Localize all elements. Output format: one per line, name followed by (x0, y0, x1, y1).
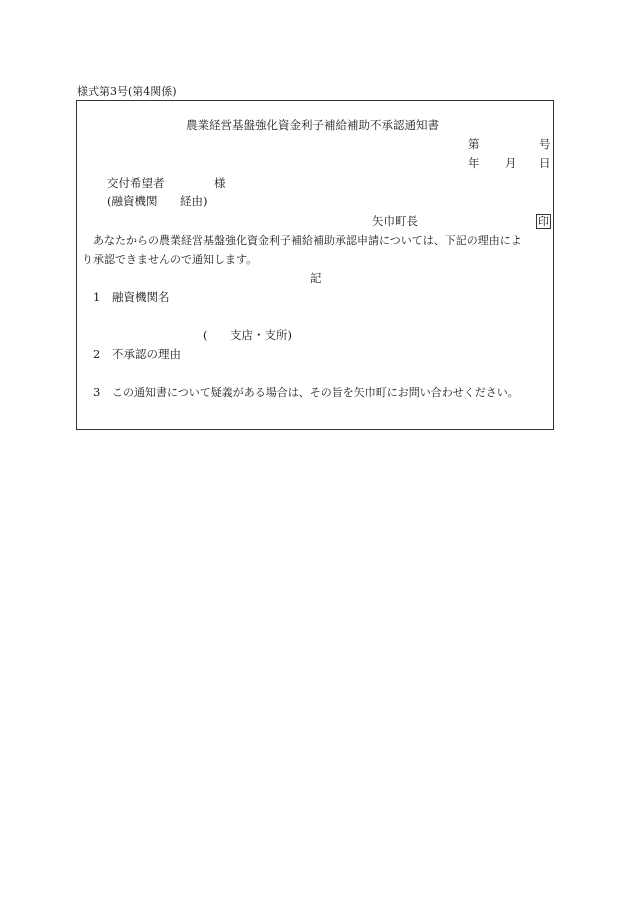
issuer-name: 矢巾町長 (372, 214, 418, 228)
item-2-label: 不承認の理由 (112, 347, 181, 361)
date-year: 年 (468, 156, 480, 170)
document-number-prefix: 第 (468, 137, 480, 151)
branch-open-paren: ( (203, 328, 208, 342)
seal-box: 印 (538, 215, 549, 228)
document-number-suffix: 号 (539, 137, 551, 151)
financial-institution-via-close: 経由) (180, 194, 208, 208)
document-title: 農業経営基盤強化資金利子補給補助不承認通知書 (186, 118, 439, 132)
item-1-number: 1 (93, 290, 101, 304)
recipient-label: 交付希望者 (107, 176, 165, 190)
recipient-honorific: 様 (214, 176, 226, 190)
form-number-label: 様式第3号(第4関係) (77, 85, 177, 98)
item-3-number: 3 (93, 385, 101, 399)
body-text-line-1: あなたからの農業経営基盤強化資金利子補給補助承認申請については、下記の理由によ (93, 234, 522, 247)
item-3-label: この通知書について疑義がある場合は、その旨を矢巾町にお問い合わせください。 (112, 386, 519, 399)
ki-heading: 記 (310, 271, 322, 285)
item-1-label: 融資機関名 (112, 290, 170, 304)
date-day: 日 (539, 156, 551, 170)
issuer-seal (536, 214, 551, 229)
item-2-number: 2 (93, 347, 101, 361)
financial-institution-via-open: (融資機関 (107, 194, 158, 208)
body-text-line-2: り承認できませんので通知します。 (82, 253, 258, 266)
date-month: 月 (505, 156, 517, 170)
branch-text: 支店・支所) (230, 328, 292, 342)
